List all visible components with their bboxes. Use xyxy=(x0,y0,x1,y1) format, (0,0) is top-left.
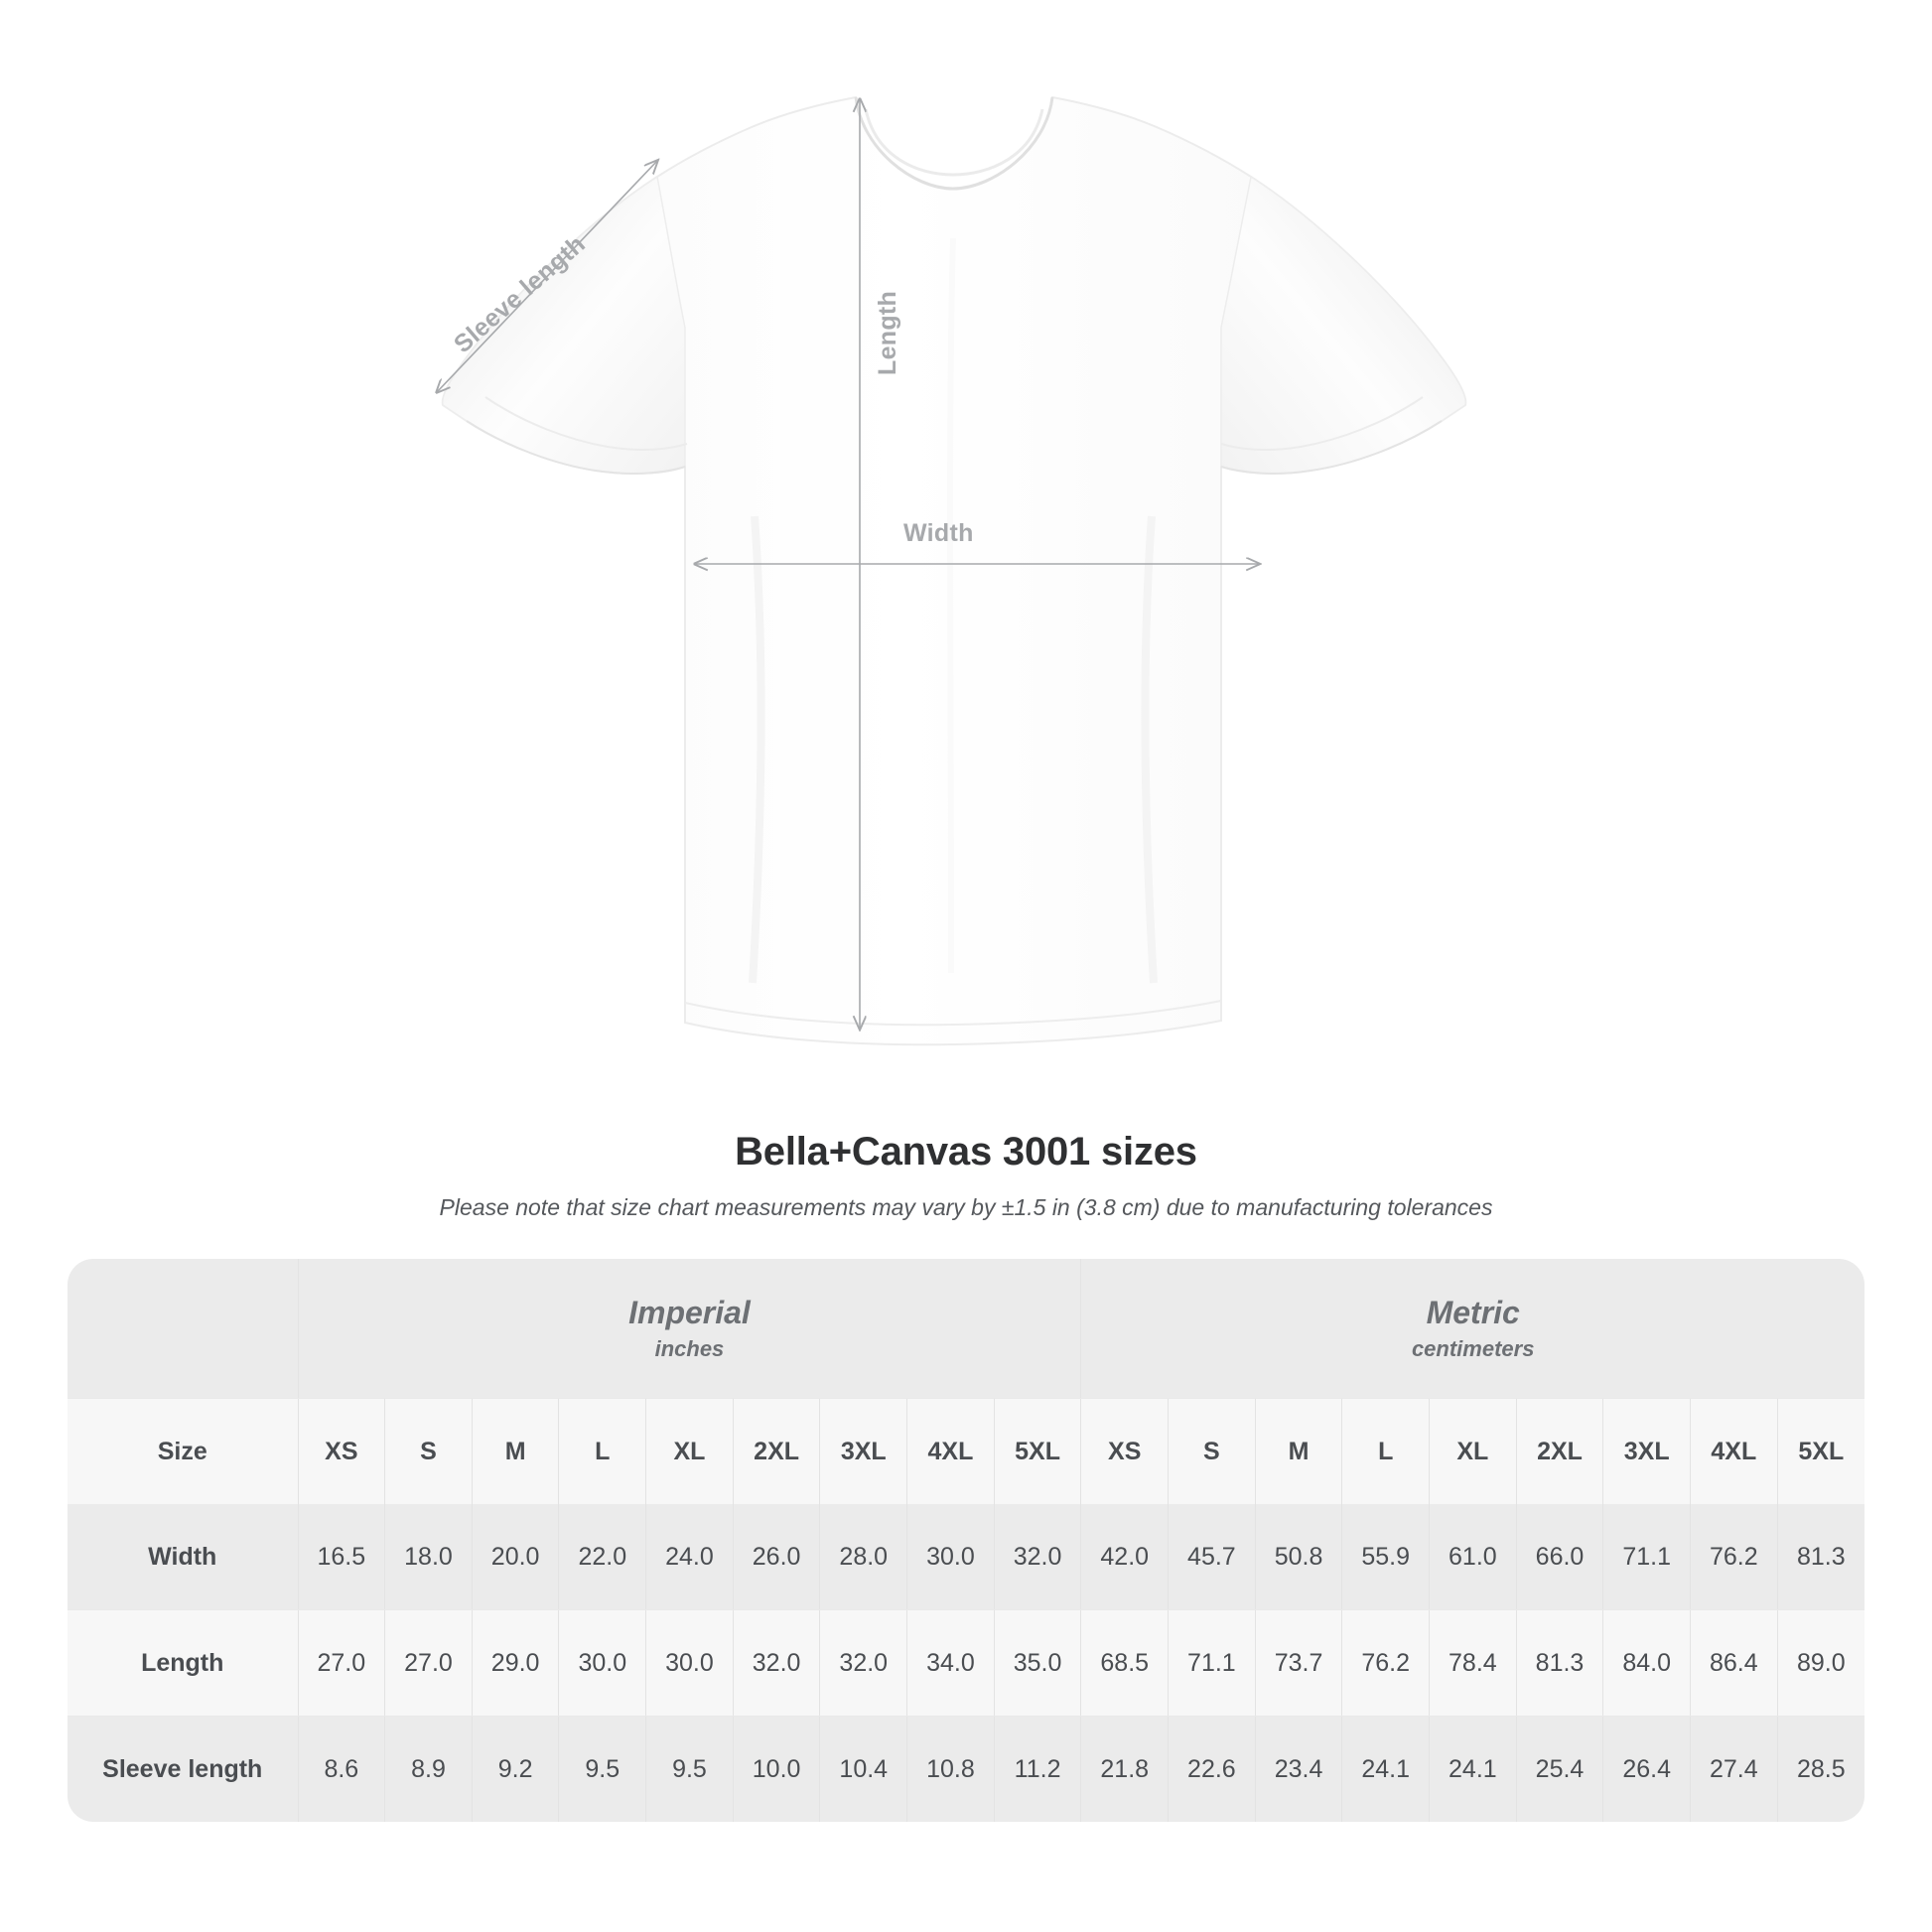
cell-length-2: 29.0 xyxy=(472,1610,559,1717)
tolerance-note: Please note that size chart measurements may vary by ±1.5 in (3.8 cm) due to manufacturing tolerances xyxy=(439,1194,1493,1220)
cell-width-2: 20.0 xyxy=(472,1504,559,1610)
size-cell-m-metric: M xyxy=(1255,1399,1342,1505)
size-cell-l-metric: L xyxy=(1342,1399,1430,1505)
cell-length-1: 27.0 xyxy=(385,1610,473,1717)
cell-width-11: 50.8 xyxy=(1255,1504,1342,1610)
cell-sleeve-17: 28.5 xyxy=(1777,1717,1864,1823)
cell-width-1: 18.0 xyxy=(385,1504,473,1610)
cell-length-10: 71.1 xyxy=(1169,1610,1256,1717)
cell-sleeve-9: 21.8 xyxy=(1081,1717,1169,1823)
table-row xyxy=(68,1717,1864,1823)
table-row xyxy=(68,1610,1864,1717)
cell-sleeve-11: 23.4 xyxy=(1255,1717,1342,1823)
size-cell-xl-metric: XL xyxy=(1430,1399,1517,1505)
cell-sleeve-3: 9.5 xyxy=(559,1717,646,1823)
size-cell-l-imperial: L xyxy=(559,1399,646,1505)
chart-heading xyxy=(0,1130,1932,1221)
cell-width-12: 55.9 xyxy=(1342,1504,1430,1610)
size-cell-2xl-imperial: 2XL xyxy=(733,1399,820,1505)
cell-length-12: 76.2 xyxy=(1342,1610,1430,1717)
size-cell-4xl-imperial: 4XL xyxy=(907,1399,995,1505)
size-row-label: Size xyxy=(68,1399,298,1505)
cell-length-0: 27.0 xyxy=(298,1610,385,1717)
cell-length-3: 30.0 xyxy=(559,1610,646,1717)
row-label-sleeve-length: Sleeve length xyxy=(68,1717,298,1823)
cell-width-6: 28.0 xyxy=(820,1504,907,1610)
unit-group-header-row xyxy=(68,1259,1864,1399)
size-cell-s-metric: S xyxy=(1169,1399,1256,1505)
cell-width-16: 76.2 xyxy=(1691,1504,1778,1610)
cell-sleeve-4: 9.5 xyxy=(646,1717,734,1823)
row-label-length: Length xyxy=(68,1610,298,1717)
size-cell-s-imperial: S xyxy=(385,1399,473,1505)
cell-width-0: 16.5 xyxy=(298,1504,385,1610)
cell-length-15: 84.0 xyxy=(1603,1610,1691,1717)
cell-width-17: 81.3 xyxy=(1777,1504,1864,1610)
cell-sleeve-8: 11.2 xyxy=(994,1717,1081,1823)
cell-sleeve-6: 10.4 xyxy=(820,1717,907,1823)
cell-width-5: 26.0 xyxy=(733,1504,820,1610)
length-label: Length xyxy=(874,290,901,375)
size-cell-xs-imperial: XS xyxy=(298,1399,385,1505)
cell-sleeve-15: 26.4 xyxy=(1603,1717,1691,1823)
size-cell-xl-imperial: XL xyxy=(646,1399,734,1505)
table-row xyxy=(68,1504,1864,1610)
cell-sleeve-10: 22.6 xyxy=(1169,1717,1256,1823)
cell-length-6: 32.0 xyxy=(820,1610,907,1717)
cell-width-15: 71.1 xyxy=(1603,1504,1691,1610)
size-header-row xyxy=(68,1399,1864,1505)
cell-sleeve-0: 8.6 xyxy=(298,1717,385,1823)
cell-width-3: 22.0 xyxy=(559,1504,646,1610)
unit-header-spacer xyxy=(68,1259,298,1399)
cell-sleeve-13: 24.1 xyxy=(1430,1717,1517,1823)
cell-sleeve-14: 25.4 xyxy=(1516,1717,1603,1823)
cell-sleeve-2: 9.2 xyxy=(472,1717,559,1823)
size-cell-m-imperial: M xyxy=(472,1399,559,1505)
unit-group-metric-subtitle: centimeters xyxy=(1411,1336,1535,1362)
cell-sleeve-1: 8.9 xyxy=(385,1717,473,1823)
size-cell-4xl-metric: 4XL xyxy=(1691,1399,1778,1505)
cell-width-14: 66.0 xyxy=(1516,1504,1603,1610)
unit-group-imperial-title: Imperial xyxy=(628,1294,751,1330)
size-cell-3xl-metric: 3XL xyxy=(1603,1399,1691,1505)
cell-length-7: 34.0 xyxy=(907,1610,995,1717)
unit-group-metric-title: Metric xyxy=(1426,1294,1520,1330)
size-cell-2xl-metric: 2XL xyxy=(1516,1399,1603,1505)
cell-length-13: 78.4 xyxy=(1430,1610,1517,1717)
cell-length-14: 81.3 xyxy=(1516,1610,1603,1717)
cell-length-5: 32.0 xyxy=(733,1610,820,1717)
cell-width-9: 42.0 xyxy=(1081,1504,1169,1610)
cell-sleeve-5: 10.0 xyxy=(733,1717,820,1823)
cell-sleeve-12: 24.1 xyxy=(1342,1717,1430,1823)
cell-length-16: 86.4 xyxy=(1691,1610,1778,1717)
row-label-width: Width xyxy=(68,1504,298,1610)
cell-width-7: 30.0 xyxy=(907,1504,995,1610)
size-table-wrapper xyxy=(68,1259,1864,1822)
shirt-body-shape xyxy=(443,97,1466,1044)
size-cell-5xl-metric: 5XL xyxy=(1777,1399,1864,1505)
cell-width-4: 24.0 xyxy=(646,1504,734,1610)
cell-length-9: 68.5 xyxy=(1081,1610,1169,1717)
cell-length-17: 89.0 xyxy=(1777,1610,1864,1717)
cell-sleeve-7: 10.8 xyxy=(907,1717,995,1823)
cell-sleeve-16: 27.4 xyxy=(1691,1717,1778,1823)
cell-length-4: 30.0 xyxy=(646,1610,734,1717)
unit-group-imperial-subtitle: inches xyxy=(654,1336,725,1362)
unit-group-imperial xyxy=(298,1259,1081,1399)
cell-length-8: 35.0 xyxy=(994,1610,1081,1717)
size-cell-5xl-imperial: 5XL xyxy=(994,1399,1081,1505)
cell-width-13: 61.0 xyxy=(1430,1504,1517,1610)
cell-width-10: 45.7 xyxy=(1169,1504,1256,1610)
size-cell-3xl-imperial: 3XL xyxy=(820,1399,907,1505)
page-title: Bella+Canvas 3001 sizes xyxy=(735,1130,1197,1173)
sleeve-length-label: Sleeve length xyxy=(449,229,591,359)
width-label: Width xyxy=(903,519,974,547)
cell-length-11: 73.7 xyxy=(1255,1610,1342,1717)
cell-width-8: 32.0 xyxy=(994,1504,1081,1610)
size-cell-xs-metric: XS xyxy=(1081,1399,1169,1505)
size-table xyxy=(68,1259,1864,1822)
unit-group-metric xyxy=(1081,1259,1864,1399)
